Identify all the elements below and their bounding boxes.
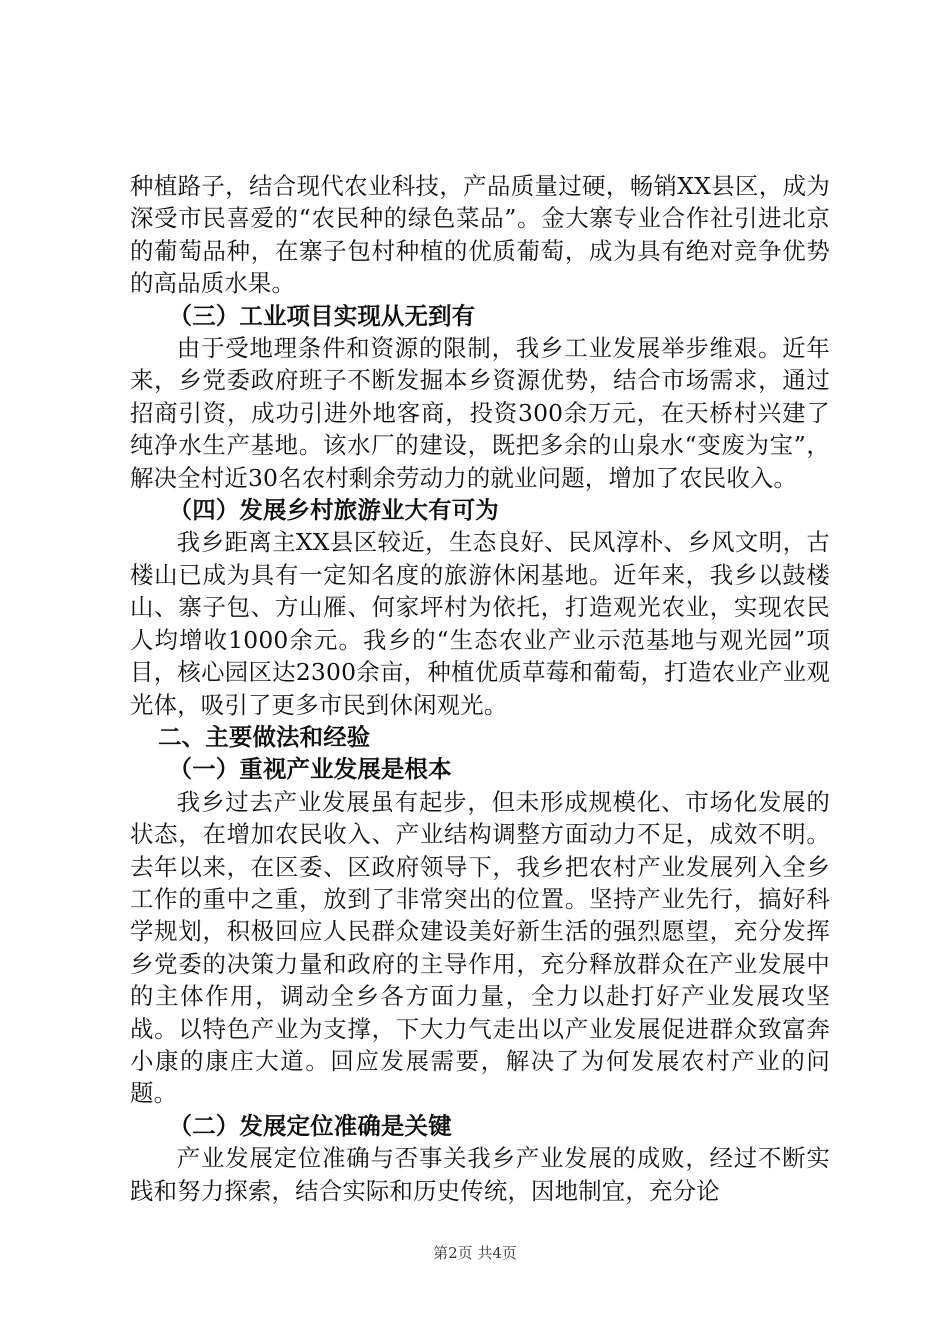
paragraph-priority: 我乡过去产业发展虽有起步，但未形成规模化、市场化发展的状态，在增加农民收入、产业结构调整方面动力不足，成效不明。去年以来，在区委、区政府领导下，我乡把农村产业发展列入全乡工作的重中之重，放到了非常突出的位置。坚持产业先行，搞好科学规划，积极回应人民群众建设美好新生活的强烈愿望，充分发挥乡党委的决策力量和政府的主导作用，充分释放群众在产业发展中的主体作用，调动全乡各方面力量，全力以赴打好产业发展攻坚战。以特色产业为支撑，下大力气走出以产业发展促进群众致富奔小康的康庄大道。回应发展需要，解决了为何发展农村产业的问题。 xyxy=(130,787,830,1108)
section-heading-tourism: （四）发展乡村旅游业大有可为 xyxy=(168,496,499,525)
paragraph-continuation: 种植路子，结合现代农业科技，产品质量过硬，畅销XX县区，成为深受市民喜爱的“农民种的绿色菜品”。金大寨专业合作社引进北京的葡萄品种，在寨子包村种植的优质葡萄，成为具有绝对竞争优势的高品质水果。 xyxy=(130,172,830,298)
section-heading-priority: （一）重视产业发展是根本 xyxy=(168,755,452,784)
paragraph-industry: 由于受地理条件和资源的限制，我乡工业发展举步维艰。近年来，乡党委政府班子不断发掘本乡资源优势，结合市场需求，通过招商引资，成功引进外地客商，投资300余万元，在天桥村兴建了纯净水生产基地。该水厂的建设，既把多余的山泉水“变废为宝”，解决全村近30名农村剩余劳动力的就业问题，增加了农民收入。 xyxy=(130,334,830,492)
page-number-footer: 第2页 共4页 xyxy=(433,1244,517,1262)
paragraph-tourism: 我乡距离主XX县区较近，生态良好、民风淳朴、乡风文明，古楼山已成为具有一定知名度的旅游休闲基地。近年来，我乡以鼓楼山、寨子包、方山雁、何家坪村为依托，打造观光农业，实现农民人均增收1000余元。我乡的“生态农业产业示范基地与观光园”项目，核心园区达2300余亩，种植优质草莓和葡萄，打造农业产业观光体，吸引了更多市民到休闲观光。 xyxy=(130,528,830,719)
section-heading-industry: （三）工业项目实现从无到有 xyxy=(168,301,476,330)
document-body xyxy=(130,170,830,1207)
chapter-heading-practices: 二、主要做法和经验 xyxy=(158,722,371,751)
paragraph-positioning: 产业发展定位准确与否事关我乡产业发展的成败，经过不断实践和努力探索，结合实际和历史传统，因地制宜，充分论 xyxy=(130,1144,830,1205)
section-heading-positioning: （二）发展定位准确是关键 xyxy=(168,1111,452,1140)
